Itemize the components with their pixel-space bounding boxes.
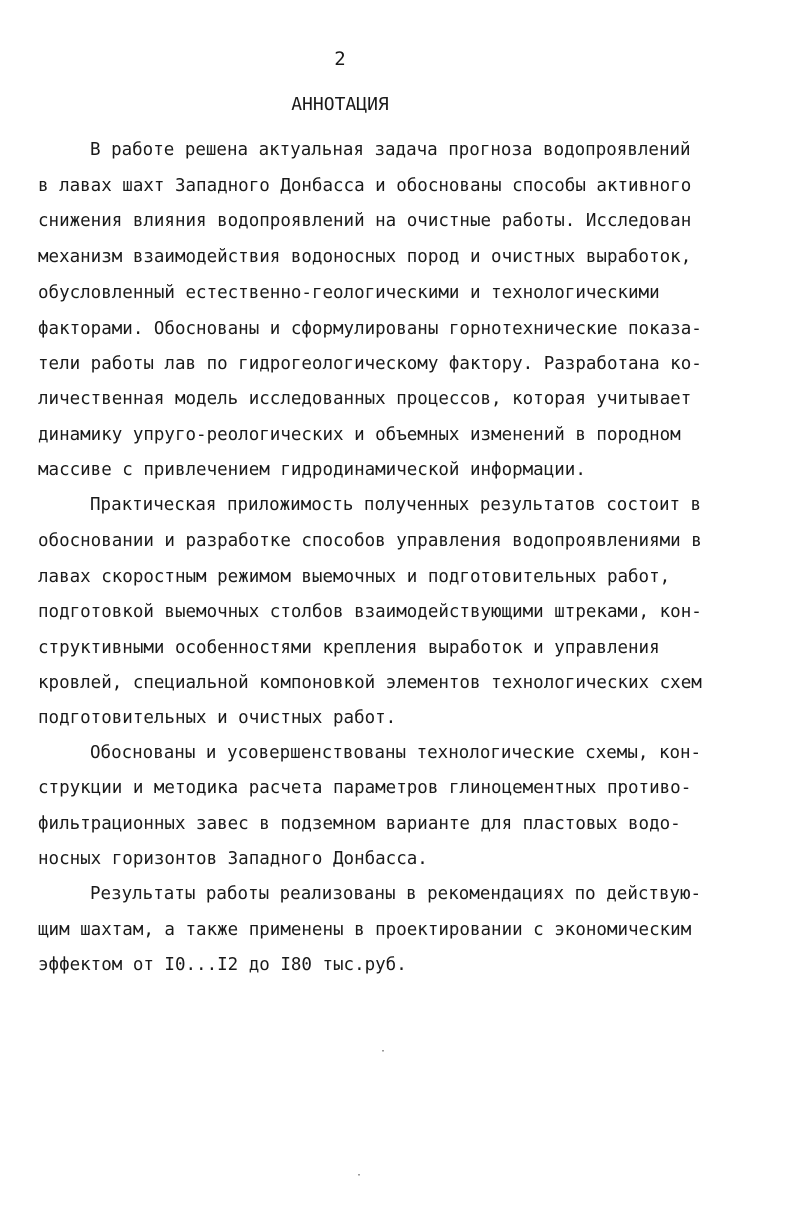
text-line: в лавах шахт Западного Донбасса и обоснованы способы активного	[38, 176, 692, 196]
text-line: обусловленный естественно-геологическими и технологическими	[38, 283, 660, 303]
text-line: щим шахтам, а также применены в проектировании с экономическим	[38, 920, 692, 940]
text-line: массиве с привлечением гидродинамической информации.	[38, 460, 586, 480]
text-line: струкции и методика расчета параметров глиноцементных противо-	[38, 778, 692, 798]
text-line: Обоснованы и усовершенствованы технологические схемы, кон-	[90, 743, 702, 763]
text-line: В работе решена актуальная задача прогноза водопроявлений	[90, 140, 691, 160]
text-line: подготовительных и очистных работ.	[38, 708, 397, 728]
text-line: снижения влияния водопроявлений на очистные работы. Исследован	[38, 211, 692, 231]
text-line: факторами. Обоснованы и сформулированы горнотехнические показа-	[38, 319, 702, 339]
text-line: фильтрационных завес в подземном варианте для пластовых водо-	[38, 814, 681, 834]
text-line: подготовкой выемочных столбов взаимодействующими штреками, кон-	[38, 602, 702, 622]
text-line: Результаты работы реализованы в рекомендациях по действую-	[90, 884, 702, 904]
text-line: носных горизонтов Западного Донбасса.	[38, 849, 428, 869]
text-line: Практическая приложимость полученных результатов состоит в	[90, 495, 702, 515]
text-line: кровлей, специальной компоновкой элементов технологических схем	[38, 673, 702, 693]
text-line: тели работы лав по гидрогеологическому фактору. Разработана ко-	[38, 354, 702, 374]
text-line: механизм взаимодействия водоносных пород и очистных выработок,	[38, 247, 692, 267]
text-line: динамику упруго-реологических и объемных изменений в породном	[38, 425, 681, 445]
text-line: личественная модель исследованных процессов, которая учитывает	[38, 389, 692, 409]
page-number: 2	[334, 48, 346, 70]
scan-speck: ·	[380, 1046, 387, 1057]
text-line: структивными особенностями крепления выработок и управления	[38, 638, 660, 658]
text-line: эффектом от I0...I2 до I80 тыс.руб.	[38, 955, 407, 975]
text-line: лавах скоростным режимом выемочных и подготовительных работ,	[38, 567, 671, 587]
scan-speck: ·	[356, 1170, 363, 1181]
text-line: обосновании и разработке способов управления водопроявлениями в	[38, 531, 702, 551]
page-title: АННОТАЦИЯ	[291, 94, 389, 115]
